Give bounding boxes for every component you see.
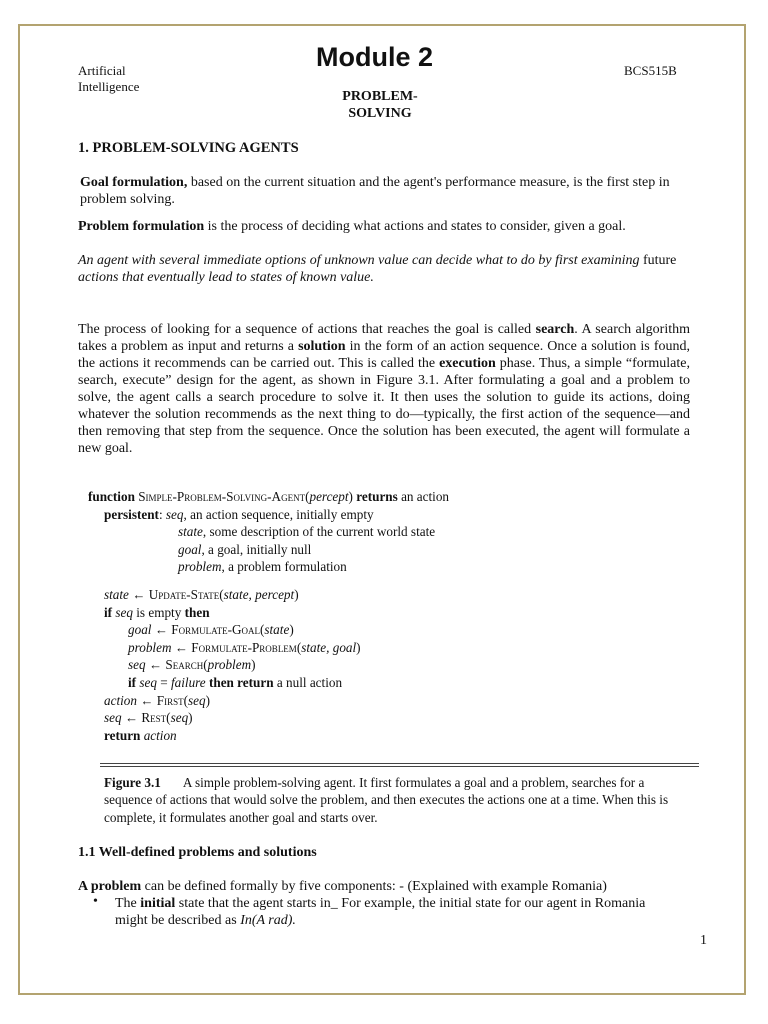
subtitle-line1: PROBLEM- <box>342 89 418 104</box>
kw-if: if <box>104 604 113 620</box>
kw-function: function <box>88 489 135 504</box>
section-heading-1 <box>78 140 299 157</box>
persistent-desc: , a goal, initially null <box>201 541 312 557</box>
problem-formulation-text: is the process of deciding what actions and states to consider, given a goal. <box>204 219 626 234</box>
code-lhs: seq <box>104 710 122 726</box>
code-args: state <box>264 622 290 638</box>
code-line-if-failure <box>88 674 648 692</box>
persistent-var: goal <box>178 541 202 557</box>
list-item-initial-state <box>115 895 675 929</box>
returns-text: an action <box>401 489 450 504</box>
code-spacer <box>88 576 648 586</box>
header-subject <box>78 63 198 95</box>
code-line-return <box>88 727 648 745</box>
code-lhs: seq <box>128 657 146 673</box>
code-fn: Formulate-Problem <box>191 639 297 655</box>
code-var: action <box>143 727 177 743</box>
function-name: Simple-Problem-Solving-Agent <box>138 489 306 504</box>
figure-rule-bottom <box>100 766 699 767</box>
agent-note-italic2: actions that eventually lead to states of known value. <box>78 270 374 285</box>
agent-note-plain: future <box>639 253 677 268</box>
kw-if: if <box>128 674 137 690</box>
list-item-text-2: state that the agent starts in_ For example, the initial state for our agent in Romania might be described as <box>115 896 646 928</box>
code-lhs: problem <box>128 639 172 655</box>
assign-arrow: ← <box>132 586 146 602</box>
section-number: 1. <box>78 140 89 156</box>
code-var: seq <box>139 674 157 690</box>
persistent-desc: , some description of the current world state <box>202 524 436 540</box>
code-line-persistent-2 <box>88 541 648 559</box>
agent-note-paragraph <box>78 252 678 286</box>
problem-formulation-paragraph <box>78 218 690 235</box>
assign-arrow: ← <box>140 692 154 708</box>
list-item-text-1: The <box>115 896 141 911</box>
figure-rule-top <box>100 763 699 764</box>
goal-formulation-paragraph <box>80 174 692 208</box>
code-val: failure <box>170 674 206 690</box>
code-line-if-empty <box>88 604 648 622</box>
assign-arrow: ← <box>154 622 168 638</box>
code-args: seq <box>188 692 206 708</box>
code-text: a null action <box>273 674 343 690</box>
header-subject-line2: Intelligence <box>78 79 140 94</box>
subtitle-line2: SOLVING <box>348 106 412 121</box>
code-line-rest: seq ← Rest(seq) <box>104 710 193 726</box>
goal-formulation-text: based on the current situation and the agent's performance measure, is the first step in problem solving. <box>80 175 670 207</box>
problem-term: A problem <box>78 879 142 894</box>
bullet-icon: • <box>93 894 98 909</box>
assign-arrow: ← <box>148 657 163 673</box>
page-number: 1 <box>700 933 707 948</box>
code-line-state-update: state ← Update-State(state, percept) <box>104 586 299 602</box>
search-text-4: phase. Thus, a simple “formulate, search, execute” design for the agent, as shown in Figure 3.1. After formulating a goal and a problem to solve, the agent calls a search procedure to solve it. It then uses the solution to guide its actions, doing whatever the solution recommends as the next thing to do—typically, the first action of the sequence—and then removing that step from the sequence. Once the solution has been executed, the agent will formulate a new goal. <box>78 356 690 456</box>
search-text-3: in the form of an action sequence. Once a solution is found, the actions it recommends can be carried out. This is called the <box>78 339 690 371</box>
code-line-persistent-1 <box>88 523 648 541</box>
code-args: seq <box>170 710 189 726</box>
kw-return: return <box>104 727 141 743</box>
code-args: problem <box>207 657 252 673</box>
page-subtitle <box>320 88 440 122</box>
search-paragraph <box>78 321 690 457</box>
code-text: is empty <box>132 604 185 620</box>
problem-formulation-term: Problem formulation <box>78 219 205 234</box>
problem-def-text: can be defined formally by five components: - (Explained with example Romania) <box>141 879 607 894</box>
function-param: percept <box>309 489 349 504</box>
page-title: Module 2 <box>316 42 434 72</box>
code-line-goal: goal ← Formulate-Goal(state) <box>128 622 294 638</box>
code-lhs: goal <box>128 622 152 638</box>
code-args: state, percept <box>223 586 295 602</box>
code-lhs: state <box>104 586 129 602</box>
persistent-desc: , an action sequence, initially empty <box>183 506 374 522</box>
persistent-var: problem <box>178 559 222 575</box>
figure-caption <box>104 774 686 826</box>
code-line-search: seq ← Search(problem) <box>128 657 256 673</box>
assign-arrow: ← <box>124 710 139 726</box>
search-text-2: . A search algorithm takes a problem as input and returns a <box>78 322 690 354</box>
initial-state-example: In(A rad). <box>240 913 296 928</box>
initial-term: initial <box>140 896 176 911</box>
persistent-var: seq <box>165 506 184 522</box>
agent-note-italic1: An agent with several immediate options of unknown value can decide what to do by first examining <box>78 253 640 268</box>
search-text-1: The process of looking for a sequence of actions that reaches the goal is called <box>78 322 536 337</box>
code-line-persistent-0: persistent: seq, an action sequence, initially empty <box>104 506 374 522</box>
code-args: state, goal <box>301 639 357 655</box>
problem-definition-paragraph <box>78 878 698 895</box>
persistent-var: state <box>178 524 203 540</box>
header-subject-line1: Artificial <box>78 63 126 78</box>
code-fn: Update-State <box>148 586 220 602</box>
kw-persistent: persistent <box>104 506 159 522</box>
code-line-action: action ← First(seq) <box>104 692 210 708</box>
code-var: seq <box>115 604 133 620</box>
code-line-function: function Simple-Problem-Solving-Agent(percept) returns an action <box>88 489 450 504</box>
persistent-desc: , a problem formulation <box>221 559 347 575</box>
execution-term: execution <box>439 356 496 371</box>
kw-then: then <box>184 604 210 620</box>
kw-returns: returns <box>356 489 398 504</box>
goal-formulation-term: Goal formulation, <box>80 175 188 190</box>
kw-then-return: then return <box>205 674 274 690</box>
code-fn: Formulate-Goal <box>171 622 260 638</box>
code-eq: = <box>156 674 171 690</box>
code-line-problem: problem ← Formulate-Problem(state, goal) <box>128 639 361 655</box>
code-line-persistent-3 <box>88 558 648 576</box>
code-fn: Rest <box>141 710 167 726</box>
code-fn: First <box>156 692 184 708</box>
search-term: search <box>535 322 575 337</box>
figure-label: Figure 3.1 <box>104 775 161 790</box>
course-code: BCS515B <box>624 63 677 78</box>
code-lhs: action <box>104 692 137 708</box>
algorithm-pseudocode <box>88 488 648 744</box>
section-title: PROBLEM-SOLVING AGENTS <box>92 140 299 156</box>
solution-term: solution <box>298 339 346 354</box>
assign-arrow: ← <box>174 639 188 655</box>
figure-caption-text: A simple problem-solving agent. It first formulates a goal and a problem, searches for a sequence of actions that would solve the problem, and then executes the actions one at a time. When this is complete, it formulates another goal and starts over. <box>104 775 669 825</box>
section-heading-1-1: 1.1 Well-defined problems and solutions <box>78 845 317 860</box>
code-fn: Search <box>165 657 204 673</box>
